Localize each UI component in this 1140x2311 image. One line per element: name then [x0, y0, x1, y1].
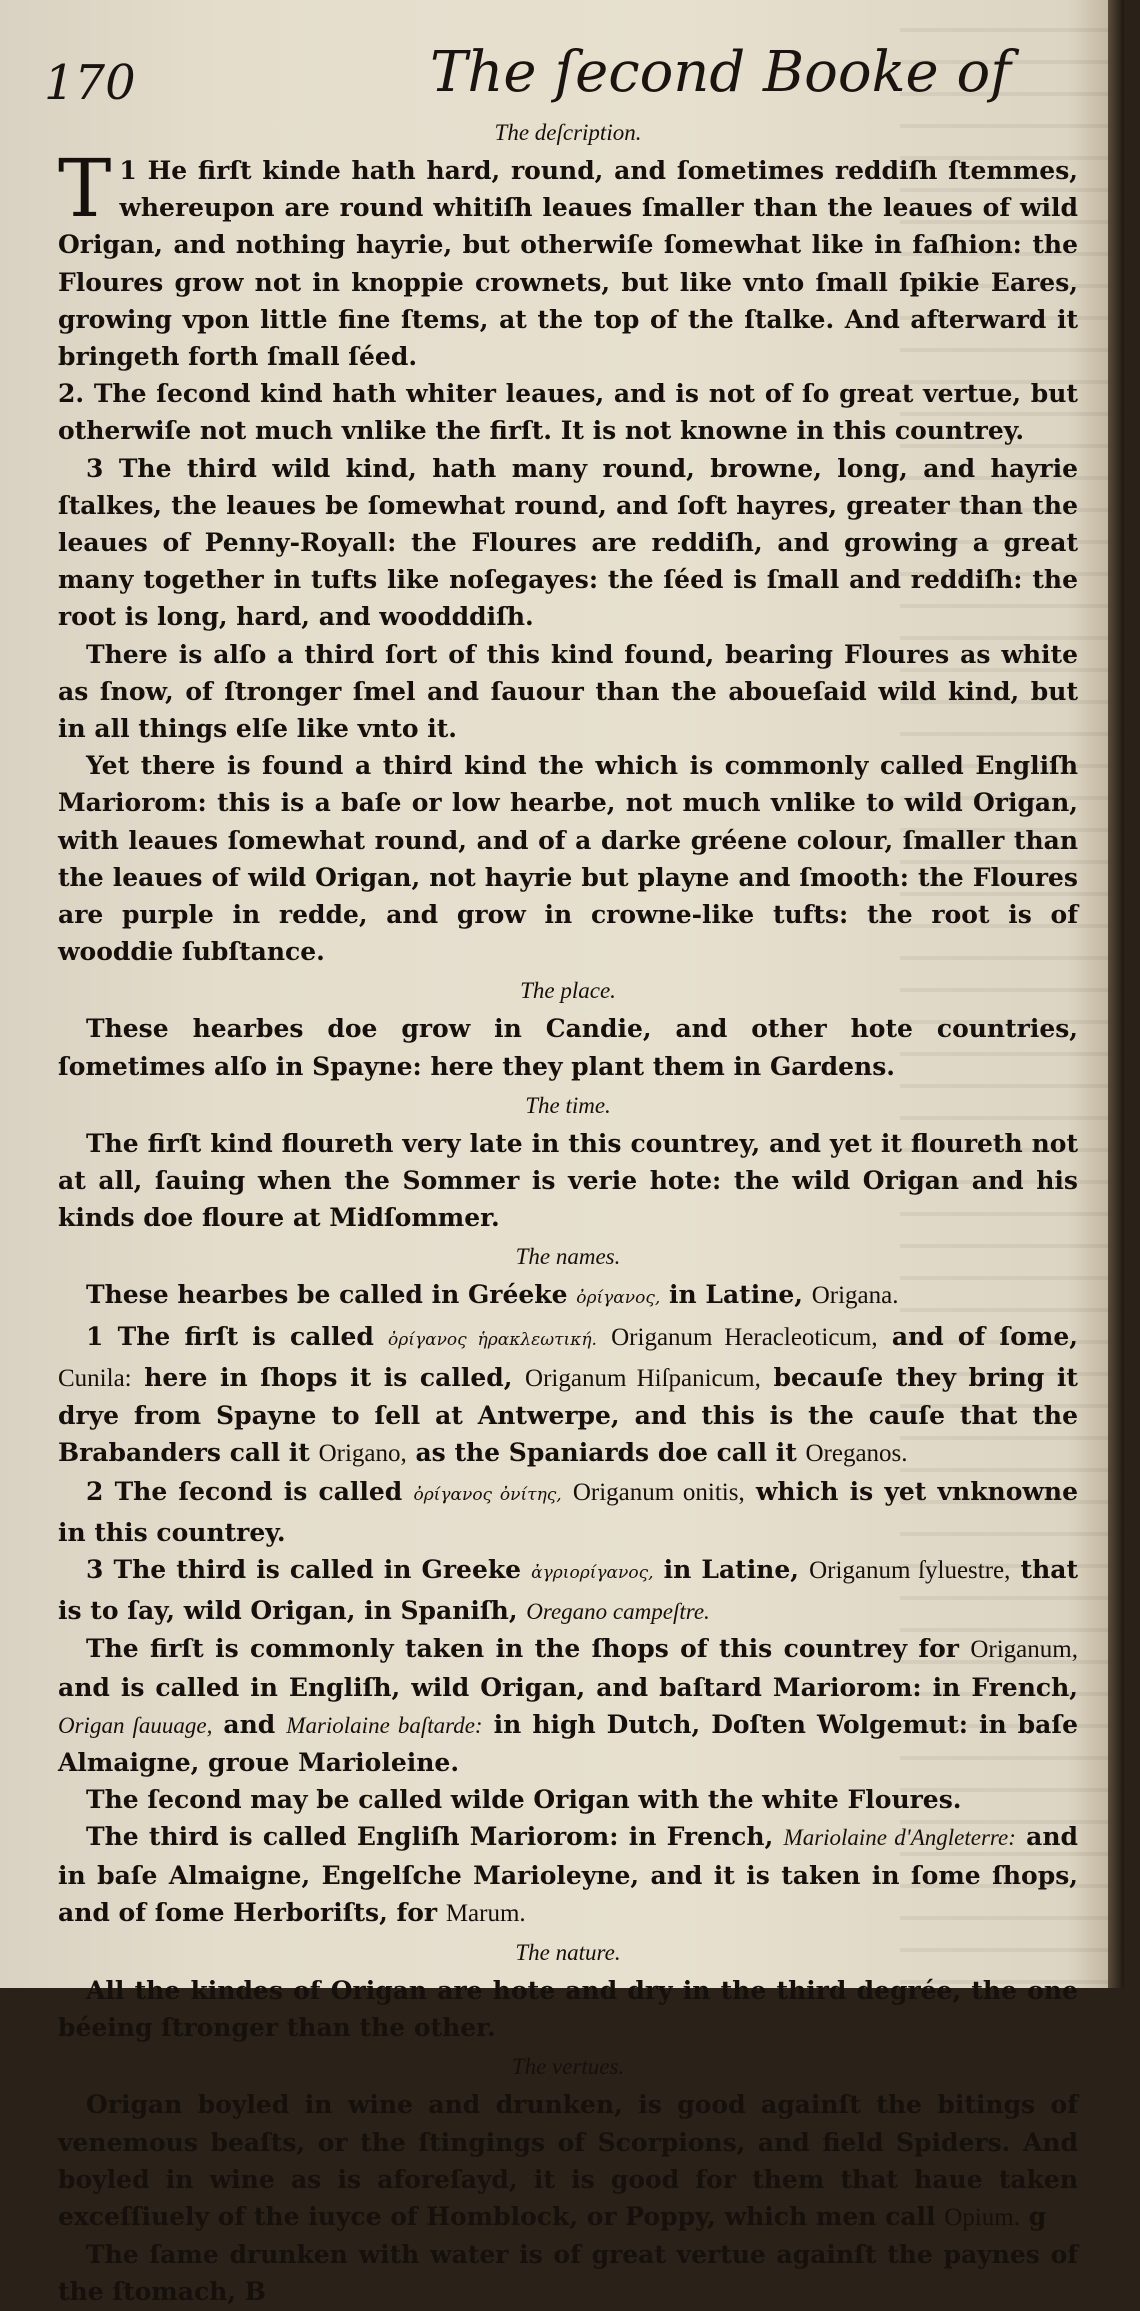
latin-name: Origano, [318, 1440, 407, 1468]
heading-nature: The nature. [515, 1939, 621, 1965]
latin-name: Cunila: [58, 1364, 132, 1392]
paragraph-text: He firſt kinde hath hard, round, and ſometimes reddiſh ſtemmes, whereupon are round whitiſh leaues ſmaller than the leaues of wild Origan, and nothing hayrie, but otherwiſe ſomewhat like in faſhion: the Floures grow not in knoppie crownets, but like vnto ſmall ſpikie Eares, growing vpon little fine ſtems, at the top of the ſtalke. And afterward it bringeth forth ſmall ſéed. [58, 156, 1078, 372]
paragraph: The ſame drunken with water is of great vertue againſt the paynes of the ſtomach, B [58, 2240, 1078, 2307]
paragraph: Yet there is found a third kind the which is commonly called Engliſh Mariorom: this is a baſe or low hearbe, not much vnlike to wild Origan, with leaues ſomewhat round, and of a darke gréene colour, ſmaller than the leaues of wild Origan, not hayrie but playne and ſmooth: the Floures are purple in redde, and grow in crowne-like tufts: the root is of wooddie ſubſtance. [58, 751, 1078, 967]
paragraph-text: The third wild kind, hath many round, browne, long, and hayrie ſtalkes, the leaues be ſomewhat round, and ſoft hayres, greater than the leaues of Penny-Royall: the Floures are reddiſh, and growing a great many together in tufts like noſegayes: the ſéed is ſmall and reddiſh: the root is long, hard, and woodddiſh. [58, 453, 1078, 632]
heading-description: The deſcription. [494, 120, 642, 145]
paragraph [58, 375, 1078, 449]
latin-name: Origana. [811, 1282, 899, 1310]
heading-names: The names. [515, 1244, 621, 1270]
latin-name: Origanum Heracleoticum, [611, 1323, 878, 1351]
latin-name: Origanum Hiſpanicum, [525, 1364, 761, 1392]
latin-name: Marum. [445, 1899, 526, 1927]
paragraph-number: 2 [86, 1476, 104, 1506]
paragraph-number: 3 [86, 453, 104, 483]
paragraph: The firſt is commonly taken in the ſhops of this countrey for Origanum, and is called in Engliſh, wild Origan, and baſtard Mariorom: in French, Origan ſauuage, and Mariolaine baſtarde: in high Dutch, Doſten Wolgemut: in baſe Almaigne, groue Marioleine. [58, 1634, 1079, 1777]
latin-name: Opium. [944, 2203, 1020, 2231]
paragraph-number: 1 [119, 156, 137, 185]
margin-letter: B [244, 2277, 266, 2307]
paragraph-text: The ſecond kind hath whiter leaues, and is not of ſo great vertue, but otherwiſe not much vnlike the firſt. It is not knowne in this countrey. [58, 379, 1078, 446]
latin-name: Origanum onitis, [572, 1478, 745, 1506]
french-name: Mariolaine d'Angleterre: [783, 1825, 1016, 1851]
paragraph-number: 1 [86, 1321, 104, 1351]
paragraph-number: 3 [86, 1554, 104, 1584]
paragraph: These hearbes doe grow in Candie, and other hote countries, ſometimes alſo in Spayne: here they plant them in Gardens. [58, 1014, 1078, 1081]
running-head: The ſecond Booke of [430, 40, 1011, 105]
paragraph: The ſecond may be called wilde Origan with the white Floures. [86, 1785, 962, 1815]
paragraph [58, 450, 1078, 636]
page-edge [1108, 0, 1124, 1988]
page-number: 170 [44, 55, 136, 111]
paragraph-number: 2. [58, 379, 85, 409]
french-name: Mariolaine baſtarde: [286, 1712, 483, 1738]
greek-word: ἀγριορίγανος, [531, 1562, 654, 1583]
latin-name: Origanum, [970, 1636, 1078, 1664]
greek-word: ὀρίγανος ὀνίτης, [413, 1484, 562, 1505]
paragraph [58, 142, 1078, 375]
heading-time: The time. [525, 1092, 611, 1118]
paragraph: 2 The ſecond is called ὀρίγανος ὀνίτης, Origanum onitis, which is yet vnknowne in this countrey. [58, 1476, 1078, 1547]
paragraph: All the kindes of Origan are hote and dry in the third degrée, the one béeing ſtronger than the other. [58, 1975, 1078, 2043]
heading-place: The place. [520, 978, 616, 1004]
paragraph: The firſt kind floureth very late in this countrey, and yet it floureth not at all, ſauing when the Sommer is verie hote: the wild Origan and his kinds doe floure at Midſommer. [58, 1128, 1078, 1233]
greek-word: ὀρίγανος ἡρακλεωτική. [388, 1329, 597, 1350]
drop-cap: T [58, 142, 112, 235]
heading-vertues: The vertues. [511, 2054, 625, 2080]
paragraph: These hearbes be called in Gréeke ὀρίγανος, in Latine, Origana. [86, 1280, 899, 1310]
french-name: Origan ſauuage, [58, 1712, 213, 1738]
spanish-name: Oregano campeſtre. [526, 1599, 710, 1625]
latin-name: Origanum ſyluestre, [809, 1556, 1011, 1584]
margin-letter: g [1028, 2201, 1047, 2231]
greek-word: ὀρίγανος, [576, 1288, 661, 1309]
paragraph: Origan boyled in wine and drunken, is good againſt the bitings of venemous beaſts, or the ſtingings of Scorpions, and field Spiders. And boyled in wine as is aforeſayd, it is good for them that haue taken exceſſiuely of the iuyce of Homblock, or Poppy, which men call Opium. g [58, 2090, 1078, 2231]
paragraph: There is alſo a third ſort of this kind found, bearing Floures as white as ſnow, of ſtronger ſmel and ſauour than the aboueſaid wild kind, but in all things elſe like vnto it. [58, 639, 1078, 744]
page-body [58, 112, 1078, 2311]
latin-name: Oreganos. [805, 1440, 908, 1468]
paragraph: 1 The firſt is called ὀρίγανος ἡρακλεωτική. Origanum Heracleoticum, and of ſome, Cunila: here in ſhops it is called, Origanum Hiſpanicum, becauſe they bring it drye from Spayne to ſell at Antwerpe, and this is the cauſe that the Brabanders call it Origano, as the Spaniards doe call it Oreganos. [58, 1321, 1078, 1468]
paragraph: 3 The third is called in Greeke ἀγριορίγανος, in Latine, Origanum ſyluestre, that is to ſay, wild Origan, in Spaniſh, Oregano campeſtre. [58, 1554, 1078, 1626]
paragraph: The third is called Engliſh Mariorom: in French, Mariolaine d'Angleterre: and in baſe Almaigne, Engelſche Marioleyne, and it is taken in ſome ſhops, and of ſome Herboriſts, for Marum. [58, 1822, 1078, 1927]
